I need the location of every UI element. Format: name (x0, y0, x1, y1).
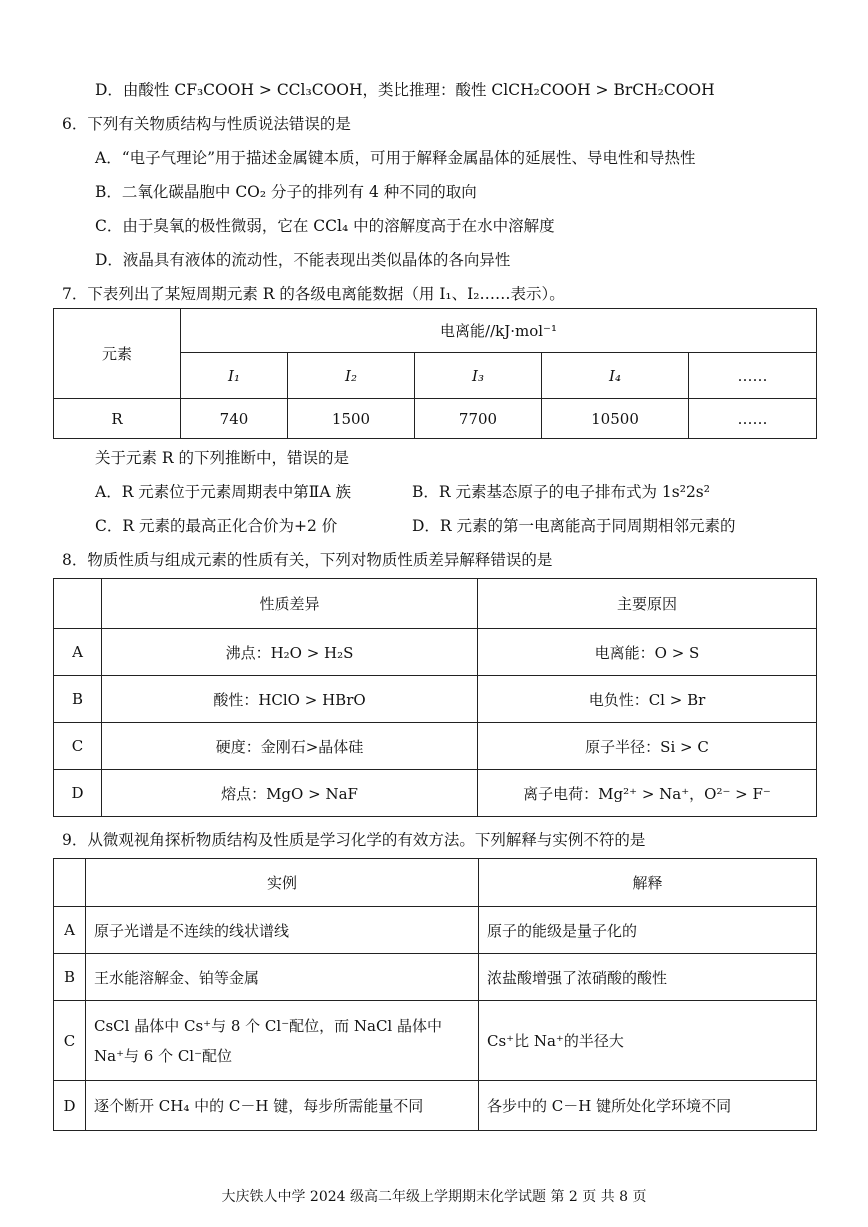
q8-row-reason: 原子半径：Si > C (478, 723, 817, 770)
q8-header-reason: 主要原因 (478, 579, 817, 629)
q8-row-reason: 电离能：O > S (478, 629, 817, 676)
q6-option-c: C．由于臭氧的极性微弱，它在 CCl₄ 中的溶解度高于在水中溶解度 (95, 217, 555, 235)
q8-table (53, 578, 817, 817)
q7-value-more: …… (689, 399, 817, 439)
q6-stem: 6．下列有关物质结构与性质说法错误的是 (62, 115, 351, 133)
q7-option-d: D．R 元素的第一电离能高于同周期相邻元素的 (412, 517, 736, 535)
q9-header-explain: 解释 (479, 859, 817, 907)
q7-col-i2: I₂ (288, 353, 415, 399)
q7-value-i4: 10500 (542, 399, 689, 439)
q8-header-diff: 性质差异 (102, 579, 478, 629)
q9-row-label: A (54, 907, 86, 954)
q7-sub-stem: 关于元素 R 的下列推断中，错误的是 (95, 449, 350, 467)
q8-row-diff: 沸点：H₂O > H₂S (102, 629, 478, 676)
q8-row-reason: 离子电荷：Mg²⁺ > Na⁺，O²⁻ > F⁻ (478, 770, 817, 817)
q9-row-example: CsCl 晶体中 Cs⁺与 8 个 Cl⁻配位，而 NaCl 晶体中 (94, 1016, 442, 1035)
q9-row-explain: 原子的能级是量子化的 (479, 907, 817, 954)
q5-option-d: D．由酸性 CF₃COOH > CCl₃COOH，类比推理：酸性 ClCH₂COOH > BrCH₂COOH (95, 81, 715, 99)
q9-row-example: 王水能溶解金、铂等金属 (86, 954, 479, 1001)
q9-row-example-cell (86, 1001, 479, 1081)
q9-row-explain: Cs⁺比 Na⁺的半径大 (479, 1001, 817, 1081)
q7-option-c: C．R 元素的最高正化合价为+2 价 (95, 517, 338, 535)
q7-col-i1: I₁ (181, 353, 288, 399)
q7-value-i1: 740 (181, 399, 288, 439)
q9-row-label: B (54, 954, 86, 1001)
q8-row-label: C (54, 723, 102, 770)
q7-value-i3: 7700 (415, 399, 542, 439)
q7-element-header: 元素 (54, 309, 181, 399)
q7-energy-header: 电离能//kJ·mol⁻¹ (181, 309, 817, 353)
q9-row-label: D (54, 1081, 86, 1131)
q8-row-diff: 酸性：HClO > HBrO (102, 676, 478, 723)
q9-row-example: 原子光谱是不连续的线状谱线 (86, 907, 479, 954)
q6-option-a: A．“电子气理论”用于描述金属键本质，可用于解释金属晶体的延展性、导电性和导热性 (95, 149, 696, 167)
q9-stem: 9．从微观视角探析物质结构及性质是学习化学的有效方法。下列解释与实例不符的是 (62, 831, 646, 849)
q7-stem: 7．下表列出了某短周期元素 R 的各级电离能数据（用 I₁、I₂……表示）。 (62, 285, 565, 303)
q9-header-example: 实例 (86, 859, 479, 907)
q8-row-reason: 电负性：Cl > Br (478, 676, 817, 723)
q7-value-i2: 1500 (288, 399, 415, 439)
q7-col-i3: I₃ (415, 353, 542, 399)
q9-table (53, 858, 817, 1131)
q8-row-label: B (54, 676, 102, 723)
page-footer: 大庆铁人中学 2024 级高二年级上学期期末化学试题 第 2 页 共 8 页 (221, 1189, 647, 1205)
q8-row-label: D (54, 770, 102, 817)
q7-ionization-table (53, 308, 817, 439)
q8-stem: 8．物质性质与组成元素的性质有关，下列对物质性质差异解释错误的是 (62, 551, 553, 569)
q9-row-explain: 各步中的 C－H 键所处化学环境不同 (479, 1081, 817, 1131)
q7-col-more: …… (689, 353, 817, 399)
q7-option-a: A．R 元素位于元素周期表中第ⅡA 族 (95, 483, 351, 501)
q8-row-diff: 熔点：MgO > NaF (102, 770, 478, 817)
q9-row-label: C (54, 1001, 86, 1081)
q6-option-b: B．二氧化碳晶胞中 CO₂ 分子的排列有 4 种不同的取向 (95, 183, 477, 201)
q7-option-b: B．R 元素基态原子的电子排布式为 1s²2s² (412, 483, 710, 501)
q9-row-example-cont: Na⁺与 6 个 Cl⁻配位 (94, 1046, 233, 1065)
q9-row-example: 逐个断开 CH₄ 中的 C－H 键，每步所需能量不同 (86, 1081, 479, 1131)
q8-row-label: A (54, 629, 102, 676)
q6-option-d: D．液晶具有液体的流动性，不能表现出类似晶体的各向异性 (95, 251, 511, 269)
q7-row-label: R (54, 399, 181, 439)
q8-row-diff: 硬度：金刚石>晶体硅 (102, 723, 478, 770)
q9-row-explain: 浓盐酸增强了浓硝酸的酸性 (479, 954, 817, 1001)
q7-col-i4: I₄ (542, 353, 689, 399)
